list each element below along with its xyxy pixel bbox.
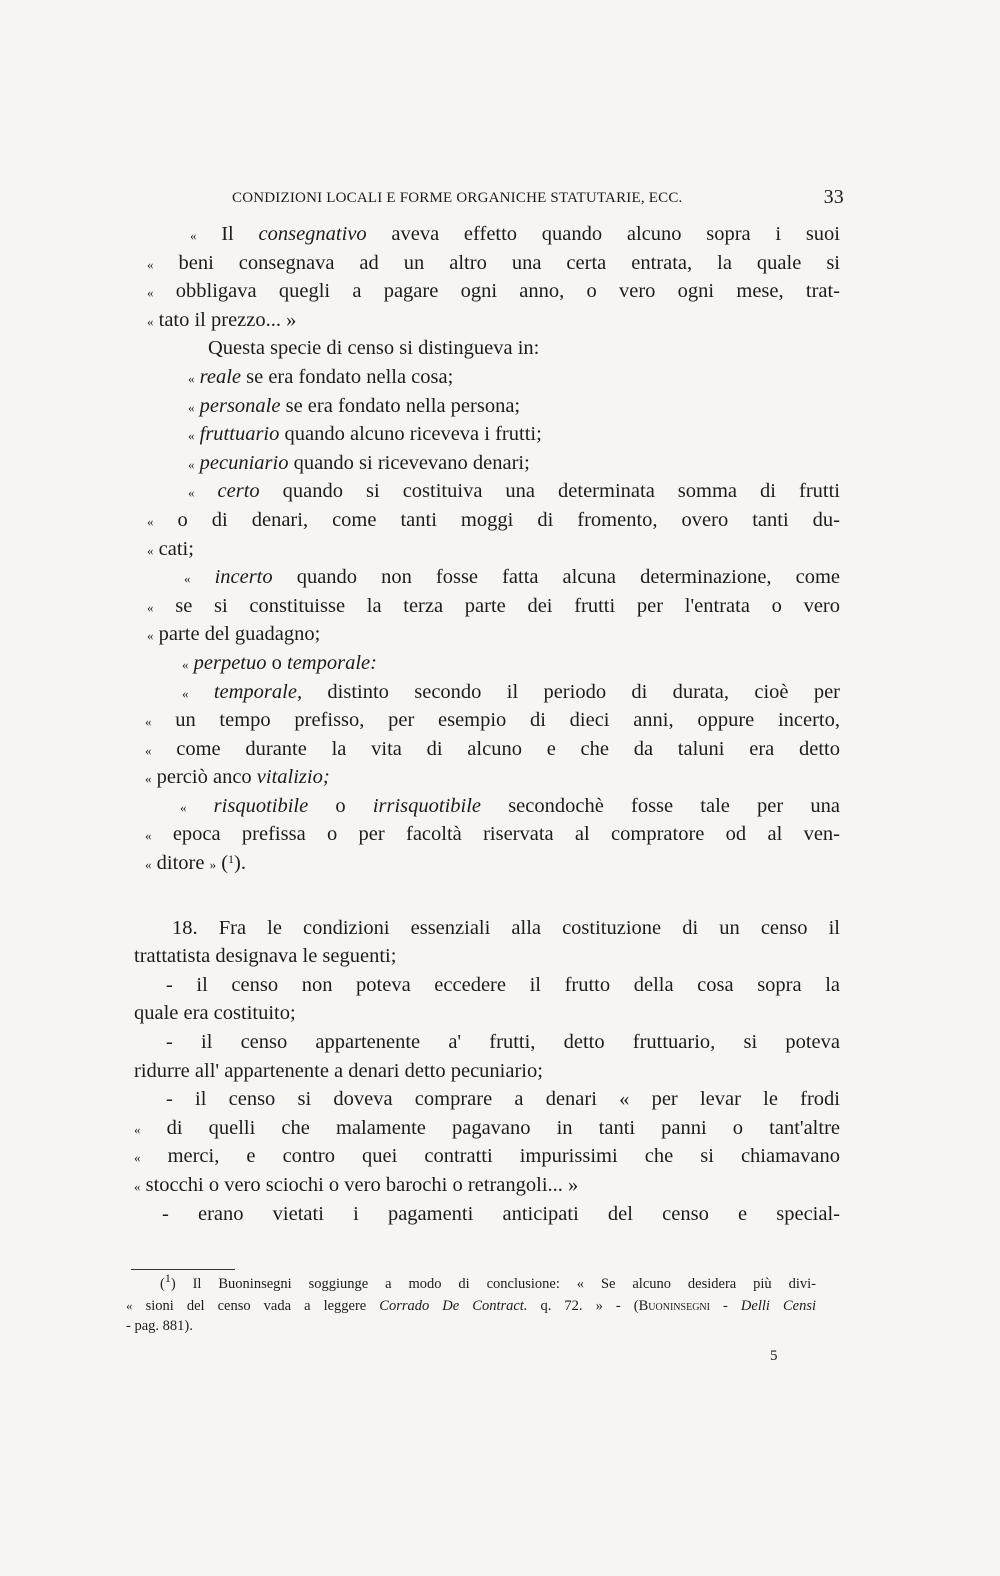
footnote-marker: 1 [164, 1271, 171, 1285]
text-line: « beni consegnava ad un altro una certa entrata, la quale si [147, 251, 840, 274]
text-line: « certo quando si costituiva una determinata somma di frutti [188, 480, 840, 503]
paragraph-gap [134, 878, 840, 914]
body-text [134, 220, 840, 1228]
text-line: « come durante la vita di alcuno e che da taluni era detto [145, 737, 840, 760]
text-line: « epoca prefissa o per facoltà riservata al compratore od al ven- [145, 823, 841, 846]
footnote-line: - pag. 881). [126, 1318, 193, 1334]
text-line: « tato il prezzo... » [147, 308, 297, 331]
text-line: « perpetuo o temporale: [182, 651, 377, 674]
text-line: - il censo si doveva comprare a denari « per levar le frodi [166, 1088, 840, 1111]
text-line: « incerto quando non fosse fatta alcuna determinazione, come [184, 566, 841, 589]
page-number: 33 [823, 186, 844, 208]
text-line: ridurre all' appartenente a denari detto pecuniario; [134, 1059, 543, 1082]
text-line: Questa specie di censo si distingueva in: [208, 337, 540, 360]
text-line: « o di denari, come tanti moggi di fromento, overo tanti du- [147, 508, 840, 531]
text-line: - il censo appartenente a' frutti, detto fruttuario, si poteva [166, 1031, 840, 1054]
text-line: « parte del guadagno; [147, 623, 321, 646]
signature-mark: 5 [770, 1348, 778, 1364]
text-line: « un tempo prefisso, per esempio di dieci anni, oppure incerto, [145, 709, 841, 732]
text-line: « di quelli che malamente pagavano in tanti panni o tant'altre [134, 1116, 841, 1139]
text-line: « ditore » ($^1$). [145, 852, 246, 875]
text-line: « risquotibile o irrisquotibile secondochè fosse tale per una [180, 794, 840, 817]
text-line: « se si constituisse la terza parte dei frutti per l'entrata o vero [147, 594, 841, 617]
footnotes [126, 1271, 816, 1337]
footnote-reference: 1 [228, 852, 235, 867]
text-line: « merci, e contro quei contratti impurissimi che si chiamavano [134, 1145, 840, 1168]
text-line: « fruttuario quando alcuno riceveva i frutti; [188, 423, 542, 446]
text-line: trattatista designava le seguenti; [134, 945, 397, 968]
text-line: quale era costituito; [134, 1002, 296, 1025]
text-line: « cati; [147, 537, 194, 560]
text-line: « personale se era fondato nella persona; [188, 394, 521, 417]
text-line: - erano vietati i pagamenti anticipati del censo e special- [162, 1202, 840, 1225]
text-line: 18. Fra le condizioni essenziali alla costituzione di un censo il [172, 916, 840, 939]
text-line: « pecuniario quando si ricevevano denari; [188, 451, 530, 474]
text-line: « stocchi o vero sciochi o vero barochi o retrangoli... » [134, 1174, 579, 1196]
text-line: « Il consegnativo aveva effetto quando alcuno sopra i suoi [190, 223, 840, 245]
running-title: CONDIZIONI LOCALI E FORME ORGANICHE STATUTARIE, ECC. [232, 190, 683, 206]
text-line: « obbligava quegli a pagare ogni anno, o vero ogni mese, trat- [147, 280, 841, 303]
text-line: « reale se era fondato nella cosa; [188, 365, 454, 388]
footnote-line: ($^1$) Il Buoninsegni soggiunge a modo di conclusione: « Se alcuno desidera più divi- [160, 1271, 816, 1292]
text-line: - il censo non poteva eccedere il frutto della cosa sopra la [166, 973, 840, 996]
footnote-line: « sioni del censo vada a leggere Corrado De Contract. q. 72. » - (Buoninsegni - Delli Censi [126, 1298, 816, 1314]
text-line: « perciò anco vitalizio; [145, 766, 330, 789]
footnote-rule [131, 1269, 235, 1270]
text-line: « temporale, distinto secondo il periodo di durata, cioè per [182, 680, 840, 703]
